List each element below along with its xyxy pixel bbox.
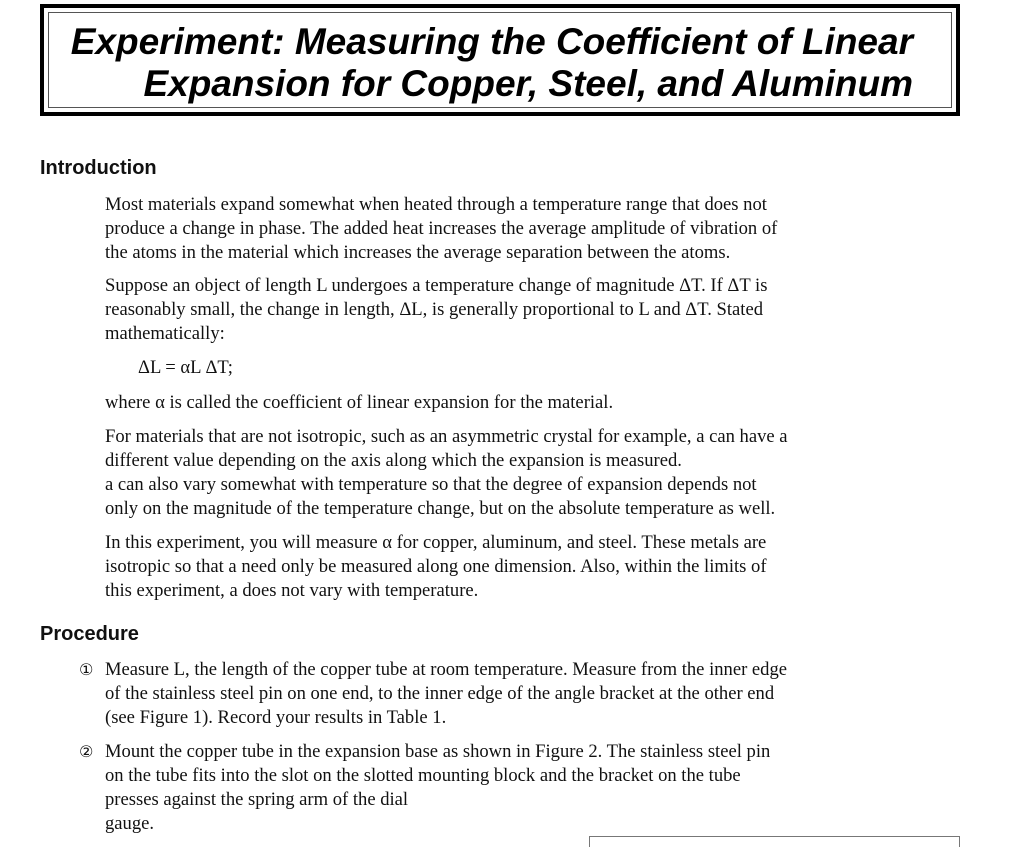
intro-paragraph-5	[105, 531, 865, 603]
intro-p5-line: this experiment, a does not vary with temperature.	[105, 580, 479, 601]
step-2-marker: ②	[79, 742, 94, 761]
step-2-line: gauge.	[105, 813, 155, 834]
introduction-heading: Introduction	[40, 157, 157, 179]
step-1-line: (see Figure 1). Record your results in Table 1.	[105, 707, 447, 728]
intro-p5-line: isotropic so that a need only be measured along one dimension. Also, within the limits of	[105, 556, 767, 577]
intro-p4-line: For materials that are not isotropic, such as an asymmetric crystal for example, a can have a	[105, 426, 788, 447]
intro-p2-line: reasonably small, the change in length, ΔL, is generally proportional to L and ΔT. Stated	[105, 299, 763, 320]
intro-p1-line: Most materials expand somewhat when heated through a temperature range that does not	[105, 194, 767, 215]
step-2-line: presses against the spring arm of the dial	[105, 789, 409, 810]
title-box	[40, 4, 960, 116]
step-1-marker: ①	[79, 660, 94, 679]
expansion-equation: ΔL = αL ΔT;	[138, 357, 233, 378]
intro-p4-line: a can also vary somewhat with temperature so that the degree of expansion depends not	[105, 474, 757, 495]
intro-p2-line: Suppose an object of length L undergoes a temperature change of magnitude ΔT. If ΔT is	[105, 275, 768, 296]
intro-paragraph-3	[105, 391, 865, 415]
intro-paragraph-1	[105, 193, 865, 265]
intro-p1-line: the atoms in the material which increases the average separation between the atoms.	[105, 242, 731, 263]
procedure-heading: Procedure	[40, 623, 139, 645]
intro-p5-line: In this experiment, you will measure α for copper, aluminum, and steel. These metals are	[105, 532, 767, 553]
title-line-1: Experiment: Measuring the Coefficient of Linear	[70, 21, 913, 62]
intro-p2-line: mathematically:	[105, 323, 225, 344]
intro-p4-line: different value depending on the axis along which the expansion is measured.	[105, 450, 682, 471]
procedure-step-2	[105, 740, 865, 836]
step-2-line: on the tube fits into the slot on the slotted mounting block and the bracket on the tube	[105, 765, 741, 786]
step-2-line: Mount the copper tube in the expansion base as shown in Figure 2. The stainless steel pin	[105, 741, 771, 762]
procedure-step-1	[105, 658, 865, 730]
intro-p3-line: where α is called the coefficient of linear expansion for the material.	[105, 392, 614, 413]
step-1-line: Measure L, the length of the copper tube at room temperature. Measure from the inner edge	[105, 659, 788, 680]
title-line-2: Expansion for Copper, Steel, and Aluminum	[143, 63, 913, 104]
figure-frame-edge	[589, 836, 960, 847]
step-1-line: of the stainless steel pin on one end, to the inner edge of the angle bracket at the other end	[105, 683, 775, 704]
intro-p4-line: only on the magnitude of the temperature change, but on the absolute temperature as well.	[105, 498, 776, 519]
intro-p1-line: produce a change in phase. The added heat increases the average amplitude of vibration of	[105, 218, 778, 239]
intro-paragraph-4	[105, 425, 865, 521]
intro-paragraph-2	[105, 274, 865, 346]
title-inner-border	[48, 12, 952, 108]
